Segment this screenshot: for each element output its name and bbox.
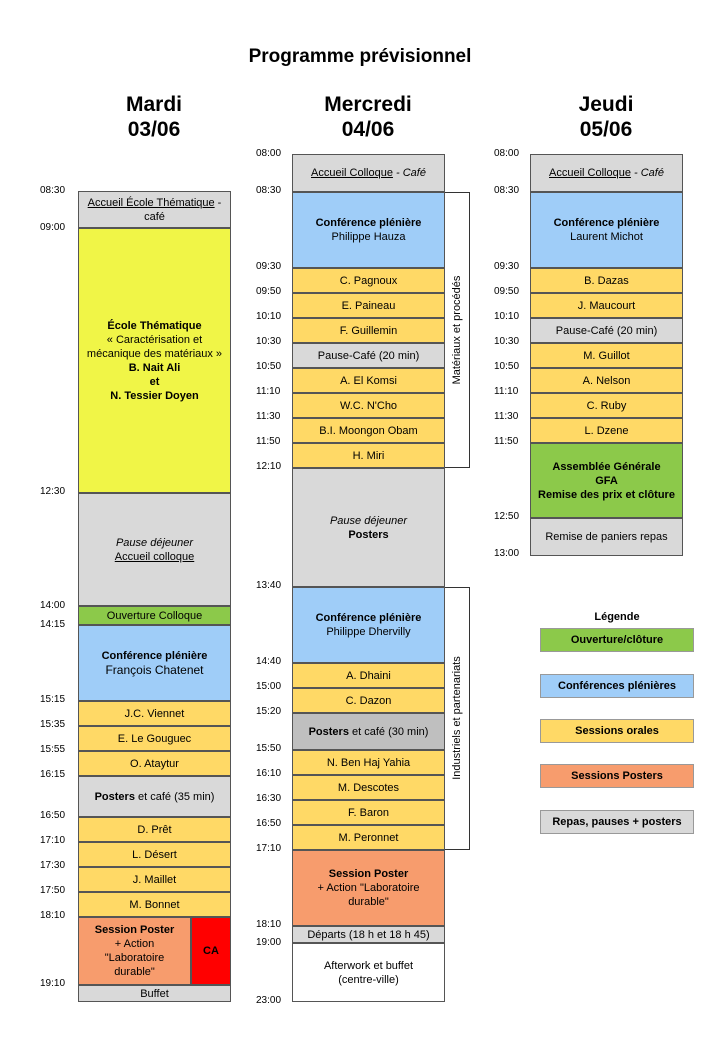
wed-talk <box>292 825 445 850</box>
wed-talk <box>292 775 445 800</box>
wed-talk <box>292 750 445 775</box>
pleniere-name: Philippe Dhervilly <box>326 626 411 638</box>
talk-speaker: M. Bonnet <box>129 898 180 911</box>
legend-item-posters: Sessions Posters <box>540 764 694 788</box>
day-header-tuesday <box>74 92 234 142</box>
pause-sub: Accueil colloque <box>114 550 195 563</box>
thu-talk <box>530 368 683 393</box>
time-label: 17:10 <box>40 835 66 846</box>
time-label: 14:00 <box>40 600 66 611</box>
talk-speaker: A. Nelson <box>582 374 631 387</box>
thu-pleniere-block <box>530 192 683 268</box>
time-label: 08:00 <box>494 148 520 159</box>
wed-talk <box>292 688 445 713</box>
talk-speaker: M. Guillot <box>583 349 630 362</box>
day-date: 04/06 <box>341 118 395 141</box>
time-label: 10:50 <box>256 361 282 372</box>
thu-assemblee-block <box>530 443 683 518</box>
legend-title: Légende <box>594 611 640 623</box>
time-label: 15:00 <box>256 681 282 692</box>
legend-item-repas: Repas, pauses + posters <box>540 810 694 834</box>
pleniere-name: François Chatenet <box>105 663 204 677</box>
talk-speaker: J. Maucourt <box>577 299 636 312</box>
time-label: 11:10 <box>494 386 519 397</box>
time-label: 16:10 <box>256 768 282 779</box>
talk-speaker: L. Dzene <box>584 424 629 437</box>
time-label: 13:40 <box>256 580 282 591</box>
time-label: 15:55 <box>40 744 66 755</box>
talk-speaker: M. Descotes <box>337 781 400 794</box>
assemblee-line-1: Assemblée Générale <box>552 460 661 473</box>
pleniere-title: Conférence plénière <box>315 217 422 229</box>
wed-pleniere-1-block <box>292 192 445 268</box>
accueil-label: Accueil Colloque <box>549 167 631 179</box>
thu-pause-cafe-block <box>530 318 683 343</box>
talk-speaker: E. Le Gouguec <box>117 732 192 745</box>
time-label: 09:50 <box>256 286 282 297</box>
pleniere-title: Conférence plénière <box>101 650 208 662</box>
time-label: 09:50 <box>494 286 520 297</box>
pleniere-title: Conférence plénière <box>315 612 422 624</box>
day-name: Jeudi <box>578 93 634 116</box>
posters-label: Posters <box>308 725 349 738</box>
time-label: 17:30 <box>40 860 66 871</box>
thu-talk <box>530 268 683 293</box>
legend-item-ouverture: Ouverture/clôture <box>540 628 694 652</box>
talk-speaker: C. Pagnoux <box>339 274 398 287</box>
talk-speaker: B. Dazas <box>584 274 629 287</box>
session-text: + Action "Laboratoire durable" <box>104 938 165 978</box>
time-label: 15:50 <box>256 743 282 754</box>
wed-talk <box>292 800 445 825</box>
tue-ouverture-block <box>78 606 231 625</box>
accueil-suffix: - café <box>144 196 222 223</box>
wed-posters-block <box>292 713 445 750</box>
ouverture-label: Ouverture Colloque <box>106 609 203 622</box>
time-label: 12:30 <box>40 486 66 497</box>
buffet-label: Buffet <box>140 987 169 1000</box>
wed-departs-block <box>292 926 445 943</box>
afterwork-label: Afterwork et buffet (centre-ville) <box>323 959 414 986</box>
talk-speaker: J. Maillet <box>132 873 177 886</box>
time-label: 10:30 <box>256 336 282 347</box>
tue-talk <box>78 751 231 776</box>
wed-talk <box>292 268 445 293</box>
bracket-materiaux-label: Matériaux et procédés <box>451 275 463 385</box>
wed-pause-cafe-block <box>292 343 445 368</box>
day-date: 03/06 <box>127 118 181 141</box>
time-label: 17:10 <box>256 843 282 854</box>
time-label: 23:00 <box>256 995 282 1006</box>
talk-speaker: A. El Komsi <box>340 374 397 387</box>
talk-speaker: H. Miri <box>352 449 385 462</box>
time-label: 09:00 <box>40 222 66 233</box>
tue-accueil-block <box>78 191 231 228</box>
time-label: 15:20 <box>256 706 282 717</box>
time-label: 13:00 <box>494 548 520 559</box>
day-header-thursday <box>526 92 686 142</box>
tue-talk <box>78 842 231 867</box>
tue-pleniere-block <box>78 625 231 701</box>
tue-talk <box>78 892 231 917</box>
wed-talk <box>292 393 445 418</box>
wed-talk <box>292 443 445 468</box>
time-label: 09:30 <box>494 261 520 272</box>
bracket-industriels-label: Industriels et partenariats <box>451 656 463 780</box>
pleniere-title: Conférence plénière <box>553 217 660 229</box>
pleniere-name: Philippe Hauza <box>331 231 406 243</box>
session-title: Session Poster <box>328 868 409 880</box>
time-label: 16:50 <box>40 810 66 821</box>
posters-suffix: et café (30 min) <box>348 725 429 738</box>
talk-speaker: O. Ataytur <box>130 757 179 770</box>
time-label: 08:00 <box>256 148 282 159</box>
assemblee-line-2: GFA <box>595 474 618 487</box>
time-label: 18:10 <box>40 910 66 921</box>
talk-speaker: M. Peronnet <box>338 831 399 844</box>
time-label: 18:10 <box>256 919 282 930</box>
time-label: 19:00 <box>256 937 282 948</box>
pause-cafe-label: Pause-Café (20 min) <box>555 324 658 337</box>
time-label: 11:50 <box>256 436 281 447</box>
talk-speaker: N. Ben Haj Yahia <box>326 756 411 769</box>
time-label: 14:40 <box>256 656 282 667</box>
pause-cafe-label: Pause-Café (20 min) <box>317 349 420 362</box>
time-label: 12:50 <box>494 511 520 522</box>
accueil-label: Accueil École Thématique <box>87 196 215 209</box>
wed-afterwork-block <box>292 943 445 1002</box>
talk-speaker: W.C. N'Cho <box>339 399 398 412</box>
time-label: 10:10 <box>494 311 520 322</box>
talk-speaker: D. Prêt <box>137 823 172 836</box>
thu-paniers-block <box>530 518 683 556</box>
time-label: 10:50 <box>494 361 520 372</box>
assemblee-line-3: Remise des prix et clôture <box>538 488 675 501</box>
thu-talk <box>530 393 683 418</box>
ca-label: CA <box>203 945 219 957</box>
wed-talk <box>292 418 445 443</box>
day-date: 05/06 <box>579 118 633 141</box>
tue-posters-block <box>78 776 231 817</box>
time-label: 16:50 <box>256 818 282 829</box>
wed-pleniere-2-block <box>292 587 445 663</box>
time-label: 17:50 <box>40 885 66 896</box>
ecole-subtitle: « Caractérisation et mécanique des matériaux » <box>86 333 223 360</box>
time-label: 11:10 <box>256 386 281 397</box>
talk-speaker: J.C. Viennet <box>124 707 185 720</box>
departs-label: Départs (18 h et 18 h 45) <box>307 928 430 941</box>
wed-session-poster-block <box>292 850 445 926</box>
time-label: 19:10 <box>40 978 66 989</box>
time-label: 11:30 <box>494 411 519 422</box>
session-title: Session Poster <box>94 924 175 936</box>
page-title: Programme prévisionnel <box>248 46 472 67</box>
wed-talk <box>292 318 445 343</box>
dejeuner-posters: Posters <box>348 528 389 541</box>
wed-accueil-block <box>292 154 445 192</box>
tue-talk <box>78 726 231 751</box>
time-label: 08:30 <box>40 185 66 196</box>
thu-talk <box>530 293 683 318</box>
talk-speaker: A. Dhaini <box>346 669 391 682</box>
tue-pause-block <box>78 493 231 606</box>
thu-accueil-block <box>530 154 683 192</box>
posters-suffix: et café (35 min) <box>134 790 215 803</box>
talk-speaker: E. Paineau <box>341 299 396 312</box>
tue-talk <box>78 867 231 892</box>
thu-talk <box>530 343 683 368</box>
time-label: 10:10 <box>256 311 282 322</box>
wed-talk <box>292 368 445 393</box>
talk-speaker: F. Guillemin <box>339 324 398 337</box>
wed-dejeuner-block <box>292 468 445 587</box>
tue-ca-block <box>191 917 231 985</box>
talk-speaker: C. Ruby <box>586 399 627 412</box>
tue-buffet-block <box>78 985 231 1002</box>
time-label: 15:35 <box>40 719 66 730</box>
day-header-wednesday <box>288 92 448 142</box>
tue-session-poster-block <box>78 917 191 985</box>
dejeuner-label: Pause déjeuner <box>329 514 408 527</box>
thu-talk <box>530 418 683 443</box>
time-label: 08:30 <box>256 185 282 196</box>
ecole-et: et <box>149 375 160 388</box>
session-text: + Action "Laboratoire durable" <box>317 882 420 908</box>
tue-ecole-block <box>78 228 231 493</box>
time-label: 16:30 <box>256 793 282 804</box>
day-name: Mardi <box>125 93 182 116</box>
time-label: 09:30 <box>256 261 282 272</box>
tue-talk <box>78 817 231 842</box>
talk-speaker: F. Baron <box>348 806 389 819</box>
pleniere-name: Laurent Michot <box>570 231 643 243</box>
time-label: 16:15 <box>40 769 66 780</box>
accueil-label: Accueil Colloque <box>311 167 393 179</box>
time-label: 11:50 <box>494 436 519 447</box>
wed-talk <box>292 663 445 688</box>
talk-speaker: C. Dazon <box>345 694 392 707</box>
ecole-title: École Thématique <box>107 319 202 332</box>
accueil-suffix: - Café <box>630 167 664 179</box>
time-label: 08:30 <box>494 185 520 196</box>
day-name: Mercredi <box>324 93 412 116</box>
time-label: 10:30 <box>494 336 520 347</box>
talk-speaker: L. Désert <box>132 848 177 861</box>
posters-label: Posters <box>94 790 135 803</box>
paniers-label: Remise de paniers repas <box>545 531 668 543</box>
legend-item-orales: Sessions orales <box>540 719 694 743</box>
talk-speaker: B.I. Moongon Obam <box>319 424 418 437</box>
time-label: 11:30 <box>256 411 281 422</box>
time-label: 15:15 <box>40 694 66 705</box>
pause-label: Pause déjeuner <box>115 536 194 549</box>
time-label: 14:15 <box>40 619 66 630</box>
tue-talk <box>78 701 231 726</box>
ecole-name-1: B. Nait Ali <box>128 361 181 374</box>
ecole-name-2: N. Tessier Doyen <box>110 389 199 402</box>
accueil-suffix: - Café <box>392 167 426 179</box>
time-label: 12:10 <box>256 461 282 472</box>
legend-item-pleniere: Conférences plénières <box>540 674 694 698</box>
wed-talk <box>292 293 445 318</box>
